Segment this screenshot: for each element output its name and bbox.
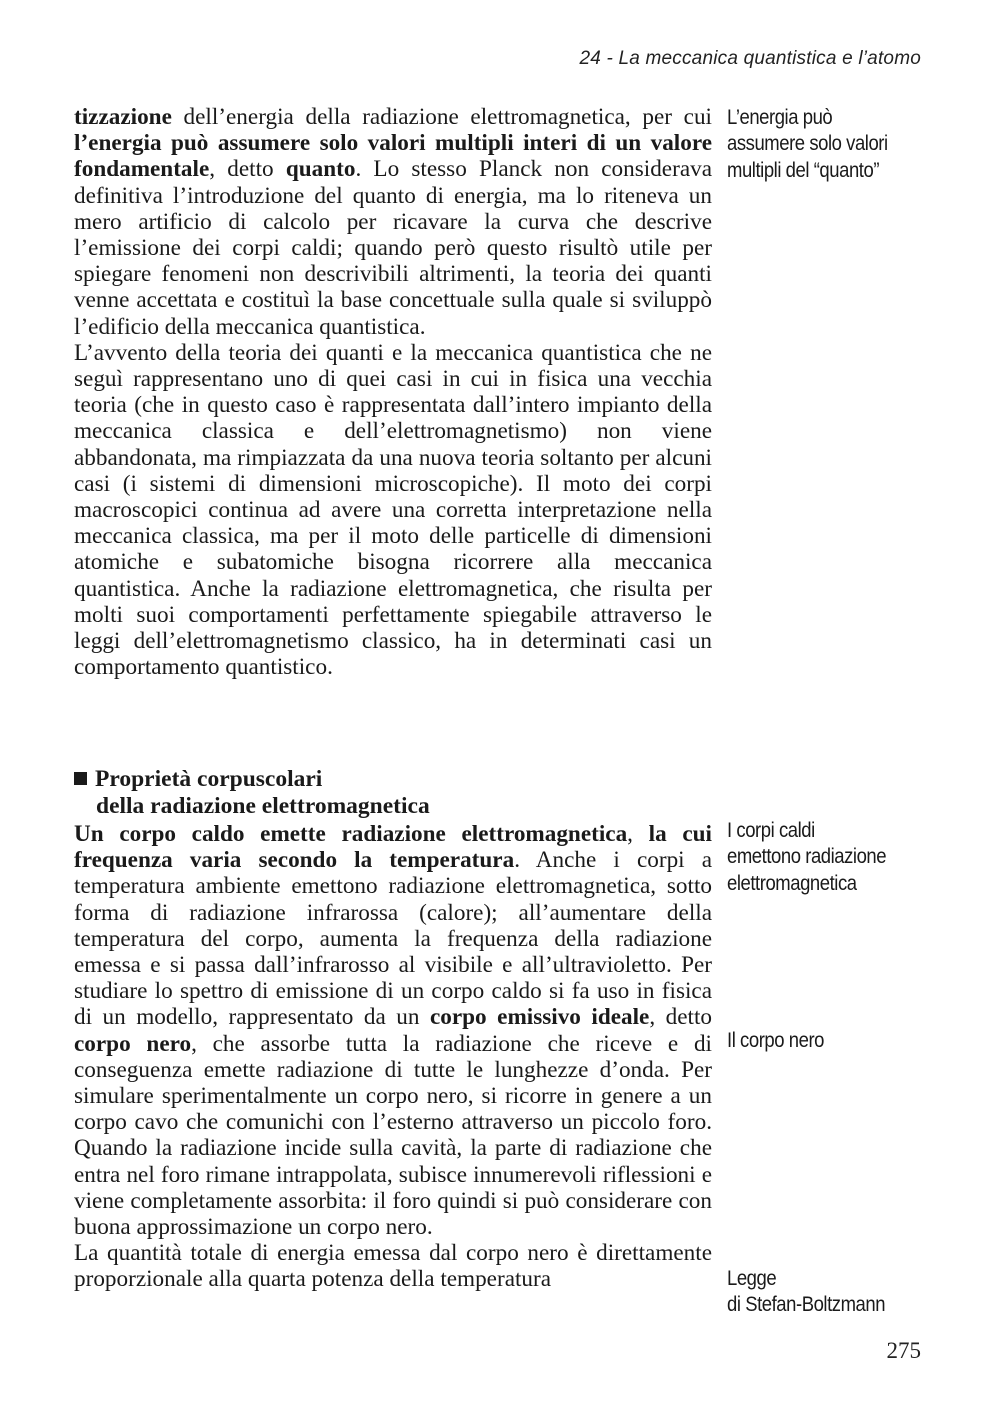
bold-statement: la cui frequenza varia secondo la temperatura	[74, 821, 713, 874]
margin-note-line: multipli del “quanto”	[727, 158, 880, 182]
text-run: . Lo stesso Planck non considerava definitiva l’introduzione del quanto di energia, ma lo riteneva un mero artificio di calcolo per ricavare la curva che descrive l’emissione dei corpi caldi; quando però questo risultò utile per spiegare fenomeni non descrivibili altrimenti, la teoria dei quanti venne accettata e costituì la base concettuale sulla quale si sviluppò l’edificio della meccanica quantistica.	[74, 156, 712, 340]
margin-note-line: I corpi caldi	[727, 819, 815, 842]
margin-note-quanto	[727, 105, 912, 184]
paragraph-stefan-boltzmann: La quantità totale di energia emessa dal corpo nero è direttamente proporzionale alla quarta potenza della temperatura	[74, 1240, 712, 1293]
margin-note-line: elettromagnetica	[727, 871, 857, 895]
square-bullet-icon	[74, 772, 87, 785]
paragraph-quantization	[74, 104, 712, 340]
bold-statement: l’energia può assumere solo valori multipli interi di un valore fondamentale	[74, 130, 712, 183]
margin-note-line: Il corpo nero	[727, 1029, 825, 1052]
section-heading	[74, 766, 712, 820]
margin-note-line: Legge	[727, 1267, 777, 1290]
bold-term: corpo nero	[74, 1030, 192, 1057]
margin-note-line: assumere solo valori	[727, 132, 888, 156]
text-run: , detto	[649, 1004, 713, 1031]
paragraph-hot-bodies	[74, 821, 712, 1240]
text-run: , detto	[209, 156, 286, 183]
text-run: dell’energia della radiazione elettromagnetica, per cui	[171, 104, 712, 130]
margin-note-stefan-boltzmann	[727, 1266, 912, 1319]
section-title-line2: della radiazione elettromagnetica	[96, 793, 430, 819]
page-number: 275	[886, 1338, 921, 1363]
margin-note-hot-bodies	[727, 818, 912, 897]
body-text-section	[74, 766, 712, 1293]
margin-note-line: di Stefan-Boltzmann	[727, 1293, 886, 1317]
running-head: 24 - La meccanica quantistica e l’atomo	[579, 48, 921, 69]
margin-note-line: L’energia può	[727, 106, 833, 129]
section-title-line1: Proprietà corpuscolari	[95, 766, 323, 792]
bold-term: tizzazione	[74, 104, 172, 130]
bold-term: quanto	[285, 156, 356, 183]
text-run: . Anche i corpi a temperatura ambiente emettono radiazione elettromagnetica, sotto forma di radiazione infrarossa (calore); all’aumentare della temperatura del corpo, aumenta la frequenza della radiazione emessa e si passa dall’infrarosso al visibile e all’ultravioletto. Per studiare lo spettro di emissione di un corpo caldo si fa uso in fisica di un modello, rappresentato da un	[74, 847, 712, 1031]
text-run: ,	[627, 821, 649, 847]
margin-note-black-body	[727, 1028, 912, 1054]
paragraph-quantum-theory: L’avvento della teoria dei quanti e la meccanica quantistica che ne seguì rappresentano uno di quei casi in cui in fisica una vecchia teoria (che in questo caso è rappresentata dall’intero impianto della meccanica classica e dell’elettromagnetismo) non viene abbandonata, ma rimpiazzata da una nuova teoria soltanto per alcuni casi (i sistemi di dimensioni microscopiche). Il moto dei corpi macroscopici continua ad avere una corretta interpretazione nella meccanica classica, ma per il moto delle particelle di dimensioni atomiche e subatomiche bisogna ricorrere alla meccanica quantistica. Anche la radiazione elettromagnetica, che risulta per molti suoi comportamenti perfettamente spiegabile attraverso le leggi dell’elettromagnetismo classico, ha in determinati casi un comportamento quantistico.	[74, 339, 712, 681]
text-run: , che assorbe tutta la radiazione che riceve e di conseguenza emette radiazione di tutte le lunghezze d’onda. Per simulare sperimentalmente un corpo nero, si ricorre in genere a un corpo cavo che comunichi con l’esterno attraverso un piccolo foro. Quando la radiazione incide sulla cavità, la parte di radiazione che entra nel foro rimane intrappolata, subisce innumerevoli riflessioni e viene completamente assorbita: il foro quindi si può considerare con buona approssimazione un corpo nero.	[74, 1030, 712, 1241]
bold-statement: Un corpo caldo emette radiazione elettromagnetica	[74, 821, 628, 847]
body-text-top	[74, 104, 712, 680]
bold-term: corpo emissivo ideale	[429, 1004, 650, 1031]
margin-note-line: emettono radiazione	[727, 845, 887, 869]
